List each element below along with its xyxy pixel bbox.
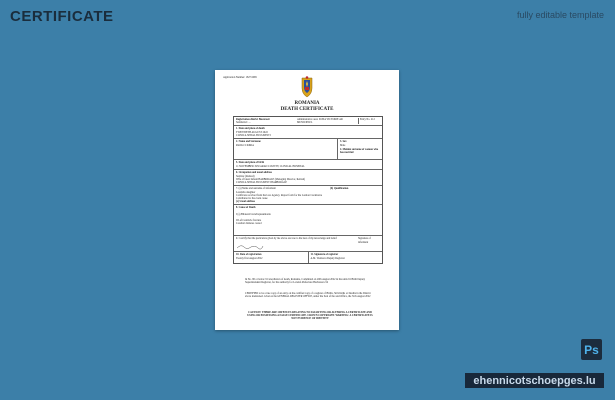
row11-label: 11. Signature of registrar (310, 253, 339, 257)
row8-value2: II Left ventricle fracture (236, 218, 262, 222)
footer-note-1: In No. 80 or below 9 Cancellation of death, Romania, Committed on 20th August 2022 in the units 91 Birth Deputy Superintendent Registrar, for the authority for London Prefecture Bucharest 212 (245, 278, 366, 285)
subdistrict: Subdistrict: ... (236, 121, 251, 125)
row10-label: 10. Date of registration (236, 253, 262, 257)
row6-label: 6. Occupation and usual address (236, 171, 272, 175)
row-occupation (234, 169, 382, 185)
row10-value: Twenty first August 2022 (236, 256, 263, 260)
row8-value3: Cerebral diabetes coated (236, 222, 262, 226)
row2-label: 2. Name and Surname (236, 140, 261, 144)
application-number: Application Number: 1827/2965 (223, 76, 257, 79)
row5-value: 11 NOVEMBER 1950 ARAD COUNTY, CLINICAL HOSPITAL (236, 164, 305, 168)
footer-caution: CAUTION: THERE ARE OFFENCES RELATING TO FALSIFYING OR ALTERING A CERTIFICATE AND USING OR POSSESSING A FALSE CERTIFICATE. CROWN COPYRIGHT. WARNING: A CERTIFICATE IS NOT EVIDENCE OF IDENTITY (247, 311, 373, 321)
entry-number: Entry No. 212 (358, 118, 380, 124)
row9-label: 9. I certify that the particulars given by me above are true to the best of my knowledge and belief (236, 237, 337, 241)
row1-label: 1. Date and place of death (236, 127, 265, 131)
row-date-place-death (234, 125, 382, 138)
row4-label: 4. Maiden surname of woman who has married (340, 147, 379, 155)
row11-value: A.M. Vasilescu Deputy Registrar (310, 256, 345, 260)
photoshop-icon: Ps (581, 339, 602, 360)
row3-value: Male (340, 143, 346, 147)
row7-value: Lastdalia daughter (236, 190, 256, 194)
row-certify (234, 235, 382, 251)
row8-value: I (a) Bilateral bronchopneumonia (236, 212, 271, 216)
certificate-form (233, 116, 383, 264)
row7-label: 7. (a) Name and surname of informant (236, 187, 276, 191)
row2-value: PAOLO CIORIA (236, 143, 254, 147)
row-name-sex (234, 138, 382, 159)
row3-label: 3. Sex (340, 140, 347, 144)
page-title: CERTIFICATE (10, 8, 114, 25)
administrative-area: Administrative area: ZONA VICTORIE AR MUNICIPIUL (297, 118, 343, 125)
row7b-label: (b) Qualification (330, 187, 349, 191)
informant-signature-icon (236, 243, 264, 250)
row5-label: 5. Date and place of birth (236, 161, 265, 165)
coat-of-arms-icon (299, 76, 315, 98)
row-cause-of-death (234, 204, 382, 235)
row-informant (234, 185, 382, 204)
document-title: DEATH CERTIFICATE (280, 107, 334, 112)
country-title: ROMANIA (294, 101, 320, 106)
registration-header-row (234, 117, 382, 125)
row6-value2: Wife of latest Ismani BARBORALE (Managing Director, Retired) (236, 177, 306, 181)
row9-signature-label: Signature of informant (358, 237, 371, 244)
row6-value: Surtidor (Retired) (236, 174, 255, 178)
registration-district: Registration district Bucuresti (236, 118, 270, 121)
row-date-place-birth (234, 159, 382, 169)
page-subtitle: fully editable template (516, 10, 604, 20)
footer-note-2: CERTIFIED to be a true copy of an entry on the certified copy of a register of Births, Still-births or Deaths in the District above mentioned. Given at the GENERAL REGISTER OFFICE, under the Seal of the said Office, the 31th August 2022 (245, 292, 371, 299)
row7c-value: Contributed to the event cause (236, 197, 268, 201)
row1-value: TWENTIETH AUGUST 2022 (236, 130, 268, 134)
row7b-value: Certificate received from the Law Agency, Report form for the London Cardelorne (236, 193, 322, 197)
row8-label: 8. Cause of Death (236, 206, 256, 210)
row-registration (234, 251, 382, 263)
watermark-badge: ehennicotschoepges.lu (465, 373, 604, 388)
certificate-document (215, 70, 399, 330)
row1-value2: CLINICA SPITAL BUCURESTI (236, 133, 271, 137)
row6-value3: CLINICA SPITAL BUCURESTI BARBORALE (236, 181, 287, 185)
row7d-label: (c) Usual address (236, 200, 255, 204)
